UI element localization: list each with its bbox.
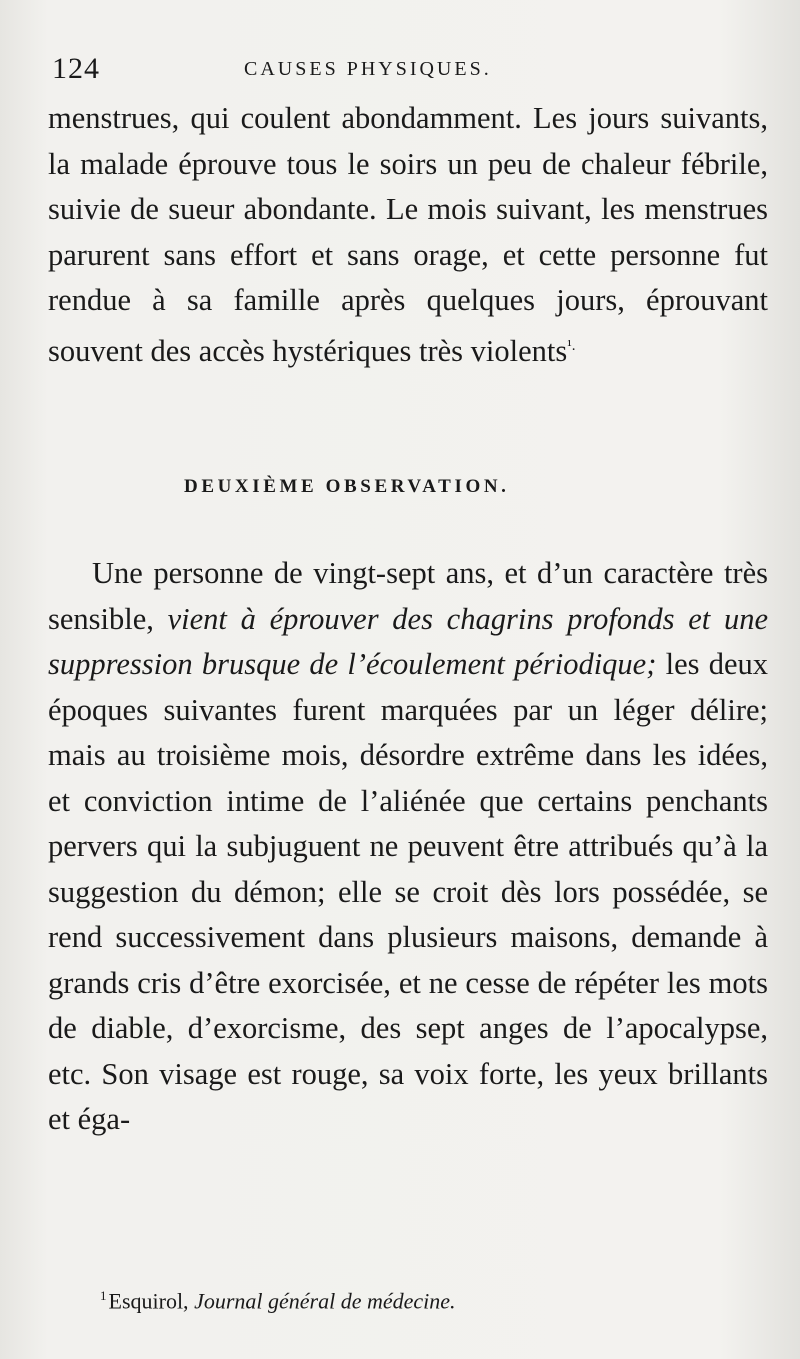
paragraph-2-part-1: Une personne de vingt-sept ans, et d’un caractère très sensible,: [48, 556, 768, 636]
page-header: [48, 48, 768, 88]
page-number: 124: [52, 52, 100, 85]
paragraph-1-text: menstrues, qui coulent abondamment. Les jours suivants, la malade éprouve tous le soirs un peu de chaleur fébrile, suivie de sueur abondante. Le mois suivant, les menstrues parurent sans effort et sans orage, et cette personne fut rendue à sa famille après quelques jours, éprouvant souvent des accès hystériques très violents: [48, 101, 768, 368]
paragraph-2-part-2: les deux époques suivantes furent marquées par un léger délire; mais au troisième mois, désordre extrême dans les idées, et conviction intime de l’aliénée que certains penchants pervers qui la subjuguent ne peuvent être attribués qu’à la suggestion du démon; elle se croit dès lors possédée, se rend successivement dans plusieurs maisons, demande à grands cris d’être exorcisée, et ne cesse de répéter les mots de diable, d’exorcisme, des sept anges de l’apocalypse, etc. Son visage est rouge, sa voix forte, les yeux brillants et éga-: [48, 647, 768, 1136]
running-head: CAUSES PHYSIQUES.: [244, 58, 492, 80]
footnote-reference: ¹.: [567, 337, 576, 354]
paragraph-2-italic: vient à éprouver des chagrins profonds et une suppression brusque de l’écoulement périodique;: [48, 601, 769, 681]
section-heading: DEUXIÈME OBSERVATION.: [184, 476, 510, 497]
footnote-title: Journal général de médecine.: [194, 1288, 456, 1314]
footnote: [100, 1288, 456, 1314]
footnote-marker: 1: [100, 1288, 107, 1303]
paragraph-continued: [48, 96, 768, 374]
footnote-author: Esquirol,: [108, 1288, 195, 1314]
observation-paragraph: [48, 551, 768, 1143]
